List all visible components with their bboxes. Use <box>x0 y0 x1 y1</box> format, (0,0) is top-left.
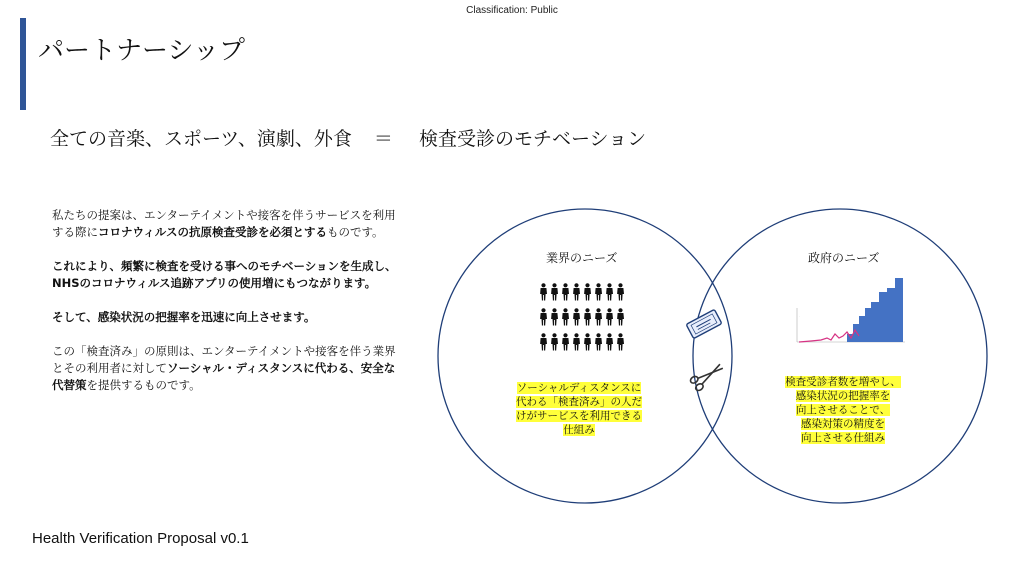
person-icon <box>604 333 615 351</box>
person-icon <box>604 283 615 301</box>
footer-version: Health Verification Proposal v0.1 <box>32 530 249 547</box>
person-icon <box>571 308 582 326</box>
person-icon <box>582 333 593 351</box>
scissors-icon <box>689 360 725 392</box>
person-icon <box>538 308 549 326</box>
person-icon <box>582 308 593 326</box>
person-icon <box>549 333 560 351</box>
body-text-run: ソーシャル・ディスタンスに代わる、安全な代替策 <box>52 361 396 392</box>
government-needs-label: 政府のニーズ <box>808 251 880 265</box>
person-icon <box>538 283 549 301</box>
people-icon-grid <box>538 283 626 351</box>
classification-label: Classification: Public <box>466 5 558 16</box>
person-icon <box>538 333 549 351</box>
caption-line: 向上させることで、 <box>795 404 891 416</box>
slide-title: パートナーシップ <box>38 36 245 66</box>
caption-line: ソーシャルディスタンスに <box>516 382 642 394</box>
body-text-run: コロナウィルスの抗原検査受診を必須とする <box>98 225 327 239</box>
case-growth-chart-icon <box>787 268 905 346</box>
person-icon <box>571 333 582 351</box>
person-icon <box>549 283 560 301</box>
person-icon <box>615 283 626 301</box>
body-text-run: この「検査済み」の原則は、エンターテイメントや接客を伴う業界とその利用者に対して <box>52 344 396 375</box>
headline-equals: ＝ <box>373 128 393 150</box>
body-text-run: 私たちの提案は、エンターテイメントや接客を伴うサービスを利用する際に <box>52 208 396 239</box>
body-text-run: ものです。 <box>326 225 384 239</box>
person-icon <box>615 308 626 326</box>
caption-line: 代わる「検査済み」の人だ <box>516 396 642 408</box>
person-icon <box>560 333 571 351</box>
caption-line: 向上させる仕組み <box>801 432 885 444</box>
caption-line: けがサービスを利用できる <box>516 410 642 422</box>
body-text-run: そして、感染状況の把握率を迅速に向上させます。 <box>52 310 316 324</box>
person-icon <box>560 308 571 326</box>
person-icon <box>582 283 593 301</box>
admit-ticket-icon <box>686 309 722 338</box>
caption-line: 検査受診者数を増やし、 <box>785 376 901 388</box>
person-icon <box>604 308 615 326</box>
caption-line: 感染状況の把握率を <box>795 390 891 402</box>
person-icon <box>549 308 560 326</box>
person-icon <box>571 283 582 301</box>
industry-needs-label: 業界のニーズ <box>546 251 618 265</box>
headline-left: 全ての音楽、スポーツ、演劇、外食 <box>50 128 352 150</box>
svg-text:·: · <box>799 314 800 318</box>
person-icon <box>560 283 571 301</box>
body-text-run: これにより、頻繁に検査を受ける事へのモチベーションを生成し、NHSのコロナウィルス追跡アプリの使用増にもつながります。 <box>52 259 397 290</box>
person-icon <box>593 333 604 351</box>
person-icon <box>615 333 626 351</box>
industry-needs-caption <box>508 381 650 437</box>
body-text-run: を提供するものです。 <box>86 378 201 392</box>
person-icon <box>593 283 604 301</box>
person-icon <box>593 308 604 326</box>
caption-line: 仕組み <box>563 424 595 436</box>
government-needs-caption <box>772 375 914 445</box>
headline-right: 検査受診のモチベーション <box>418 128 647 150</box>
caption-line: 感染対策の精度を <box>801 418 885 430</box>
